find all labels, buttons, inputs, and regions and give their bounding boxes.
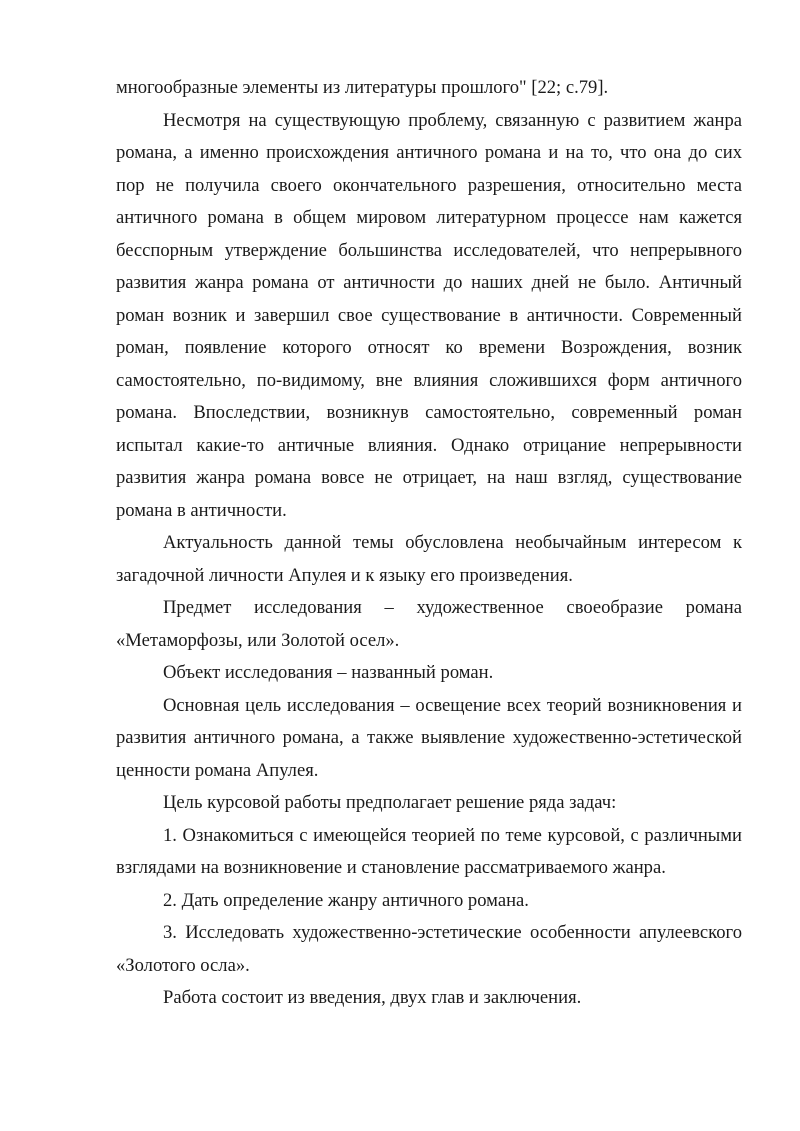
paragraph-tasks-intro: Цель курсовой работы предполагает решение ряда задач: xyxy=(163,792,617,813)
list-item-task-1: 1. Ознакомиться с имеющейся теорией по теме курсовой, с различными взглядами на возникновение и становление рассматриваемого жанра. xyxy=(116,824,742,878)
list-item-task-2: 2. Дать определение жанру античного романа. xyxy=(163,889,529,911)
paragraph-quote-ending: многообразные элементы из литературы прошлого" [22; с.79]. xyxy=(116,77,609,98)
paragraph-object: Объект исследования – названный роман. xyxy=(163,662,494,683)
paragraph-novel-origin: Несмотря на существующую проблему, связанную с развитием жанра романа, а именно происхождения античного романа и на то, что она до сих пор не получила своего окончательного разрешения, относительно места античного романа в общем мировом литературном процессе нам кажется бесспорным утверждение большинства исследователей, что непрерывного развития жанра романа от античности до наших дней не было. Античный роман возник и завершил свое существование в античности. Современный роман, появление которого относят ко времени Возрождения, возник самостоятельно, по-видимому, вне влияния сложившихся форм античного романа. Впоследствии, возникнув самостоятельно, современный роман испытал какие-то античные влияния. Однако отрицание непрерывности развития жанра романа вовсе не отрицает, на наш взгляд, существование романа в античности. xyxy=(116,109,742,521)
paragraph-subject: Предмет исследования – художественное своеобразие романа «Метаморфозы, или Золотой осел». xyxy=(116,597,742,651)
paragraph-relevance: Актуальность данной темы обусловлена необычайным интересом к загадочной личности Апулея и к языку его произведения. xyxy=(116,532,742,586)
paragraph-structure: Работа состоит из введения, двух глав и заключения. xyxy=(163,987,582,1008)
list-item-task-3: 3. Исследовать художественно-эстетические особенности апулеевского «Золотого осла». xyxy=(116,922,742,976)
paragraph-main-goal: Основная цель исследования – освещение всех теорий возникновения и развития античного романа, а также выявление художественно-эстетической ценности романа Апулея. xyxy=(116,694,742,781)
